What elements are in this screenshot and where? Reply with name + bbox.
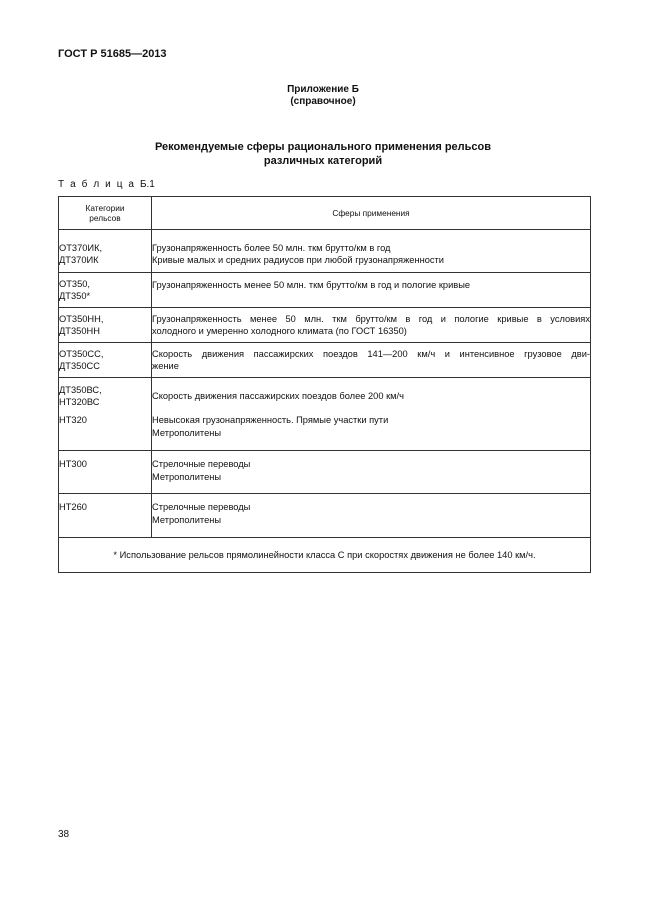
table-row (59, 273, 591, 308)
header-category (59, 197, 152, 230)
table-row (59, 236, 591, 273)
appendix-title: Приложение Б (287, 84, 359, 95)
table-row (59, 494, 591, 538)
header-scope: Сферы применения (152, 197, 591, 230)
row-scope: Невысокая грузонапряженность. Прямые участки пути Метрополитены (152, 414, 591, 451)
row-category: ОТ370ИК, ДТ370ИК (59, 236, 152, 273)
table-row (59, 414, 591, 451)
standard-designation: ГОСТ Р 51685—2013 (58, 48, 167, 60)
row-category: ОТ350НН, ДТ350НН (59, 308, 152, 343)
table-footnote-row (59, 538, 591, 573)
row-category: НТ300 (59, 451, 152, 494)
row-category: НТ320 (59, 414, 152, 451)
appendix-subtitle: (справочное) (290, 96, 356, 107)
table-footnote: * Использование рельсов прямолинейности класса С при скоростях движения не более 140 км/ч. (59, 538, 591, 573)
table-header-row (59, 197, 591, 230)
table-row (59, 378, 591, 415)
table-row (59, 308, 591, 343)
row-category: ОТ350, ДТ350* (59, 273, 152, 308)
table-row (59, 343, 591, 378)
row-category: ОТ350СС, ДТ350СС (59, 343, 152, 378)
document-title-line2: различных категорий (263, 155, 383, 167)
header-category-line2: рельсов (89, 213, 121, 223)
rails-table (58, 196, 591, 573)
table-label-number: Б.1 (139, 179, 155, 190)
row-scope: Стрелочные переводы Метрополитены (152, 451, 591, 494)
page-number: 38 (58, 829, 70, 840)
table-row (59, 451, 591, 494)
row-category: ДТ350ВС, НТ320ВС (59, 378, 152, 415)
row-scope: Скорость движения пассажирских поездов более 200 км/ч (152, 378, 591, 415)
row-category: НТ260 (59, 494, 152, 538)
row-scope: Скорость движения пассажирских поездов 141—200 км/ч и интенсивное грузовое дви- жение (152, 343, 591, 378)
table-label (58, 179, 155, 190)
row-scope: Стрелочные переводы Метрополитены (152, 494, 591, 538)
row-scope: Грузонапряженность менее 50 млн. ткм брутто/км в год и пологие кривые в условиях холодного и умеренно холодного климата (по ГОСТ 16350) (152, 308, 591, 343)
table-label-prefix: Т а б л и ц а (58, 179, 136, 190)
row-scope: Грузонапряженность более 50 млн. ткм брутто/км в год Кривые малых и средних радиусов при любой грузонапряженности (152, 236, 591, 273)
row-scope: Грузонапряженность менее 50 млн. ткм брутто/км в год и пологие кривые (152, 273, 591, 308)
header-category-line1: Категории (85, 203, 125, 213)
document-title-line1: Рекомендуемые сферы рационального применения рельсов (154, 141, 492, 153)
